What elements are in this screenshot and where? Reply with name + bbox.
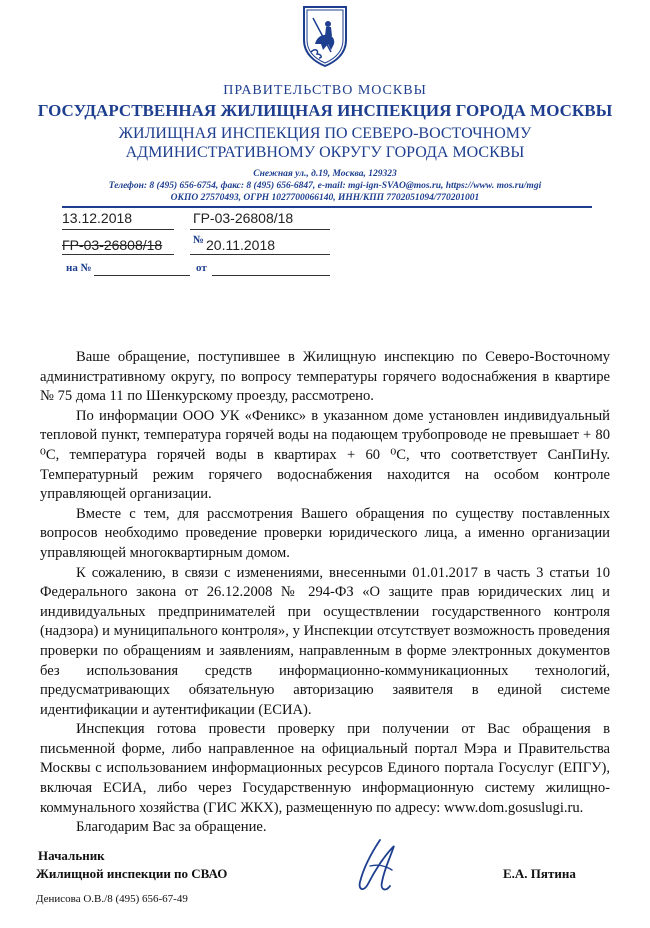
from-date-line xyxy=(212,275,330,276)
government-title: ПРАВИТЕЛЬСТВО МОСКВЫ xyxy=(223,83,427,98)
signatory-title-line2: Жилищной инспекции по СВАО xyxy=(36,866,228,881)
registration-date-stamp: 13.12.2018 xyxy=(62,210,133,226)
department-title-line2: АДМИНИСТРАТИВНОМУ ОКРУГУ ГОРОДА МОСКВЫ xyxy=(125,144,525,161)
from-label: от xyxy=(196,262,207,274)
signatory-title-line1: Начальник xyxy=(38,848,105,863)
paragraph-5: Инспекция готова провести проверку при получении от Вас обращения в письменной форме, либо направленное на официальный портал Мэра и Правительства Москвы с использованием информационных ресурсов Единого портала Госуслуг (ЕПГУ), включая ЕСИА, либо через Государственную информационную систему жилищно-коммунального хозяйства (ГИС ЖКХ), размещенную по адресу: www.dom.gosuslugi.ru. xyxy=(40,721,610,816)
reference-number: ГР-03-26808/18 xyxy=(62,237,163,253)
on-number-label: на № xyxy=(66,262,92,274)
reference-no-label: № xyxy=(193,234,205,246)
contacts: Телефон: 8 (495) 656-6754, факс: 8 (495) 656-6847, e-mail: mgi-ign-SVAO@mos.ru, https://www. mos.ru/mgi xyxy=(108,181,542,191)
paragraph-1: Ваше обращение, поступившее в Жилищную инспекцию по Северо-Восточному административному округу, по вопросу температуры горячего водоснабжения в квартире № 75 дома 11 по Шенкурскому проезду, рассмотрено. xyxy=(40,349,610,405)
letter-body xyxy=(40,348,610,838)
inspection-title: ГОСУДАРСТВЕННАЯ ЖИЛИЩНАЯ ИНСПЕКЦИЯ ГОРОДА МОСКВЫ xyxy=(37,101,613,120)
on-number-line xyxy=(94,275,190,276)
paragraph-4: К сожалению, в связи с изменениями, внесенными 01.01.2017 в часть 3 статьи 10 Федерального закона от 26.12.2008 № 294-ФЗ «О защите прав юридических лиц и индивидуальных предпринимателей при осуществлении государственного контроля (надзора) и муниципального контроля», у Инспекции отсутствует возможность проведения проверки по обращениям и заявлениям, направленным в форме электронных документов без использования средств информационно-коммуникационных технологий, предусматривающих обязательную авторизацию заявителя в единой системе идентификации и аутентификации (ЕСИА). xyxy=(40,564,610,718)
registration-number-stamp: ГР-03-26808/18 xyxy=(193,210,294,226)
signatory-name: Е.А. Пятина xyxy=(503,866,576,881)
ref-date-underline xyxy=(190,254,330,255)
moscow-coat-of-arms-icon xyxy=(301,4,349,68)
registry-codes: ОКПО 27570493, ОГРН 1027700066140, ИНН/КПП 7702051094/770201001 xyxy=(170,193,480,203)
paragraph-2: По информации ООО УК «Феникс» в указанном доме установлен индивидуальный тепловой пункт, температура горячей воды на подающем трубопроводе не превышает + 80 ⁰С, температура горячей воды в квартирах + 60 ⁰С, что соответствует СанПиНу. Температурный режим горячего водоснабжения находится на особом контроле управляющей организации. xyxy=(40,407,610,503)
address: Снежная ул., д.19, Москва, 129323 xyxy=(253,169,397,179)
date-underline xyxy=(62,229,174,230)
ref-number-underline xyxy=(62,254,174,255)
reference-date: 20.11.2018 xyxy=(206,237,276,253)
paragraph-6: Благодарим Вас за обращение. xyxy=(76,819,267,836)
number-underline xyxy=(190,229,330,230)
header-divider xyxy=(62,206,592,208)
paragraph-3: Вместе с тем, для рассмотрения Вашего обращения по существу поставленных вопросов необходимо проведение проверки юридического лица, а именно организации управляющей многоквартирным домом. xyxy=(40,505,610,561)
executor-contact: Денисова О.В./8 (495) 656-67-49 xyxy=(36,893,188,905)
handwritten-signature xyxy=(350,836,410,900)
department-title-line1: ЖИЛИЩНАЯ ИНСПЕКЦИЯ ПО СЕВЕРО-ВОСТОЧНОМУ xyxy=(118,125,532,142)
